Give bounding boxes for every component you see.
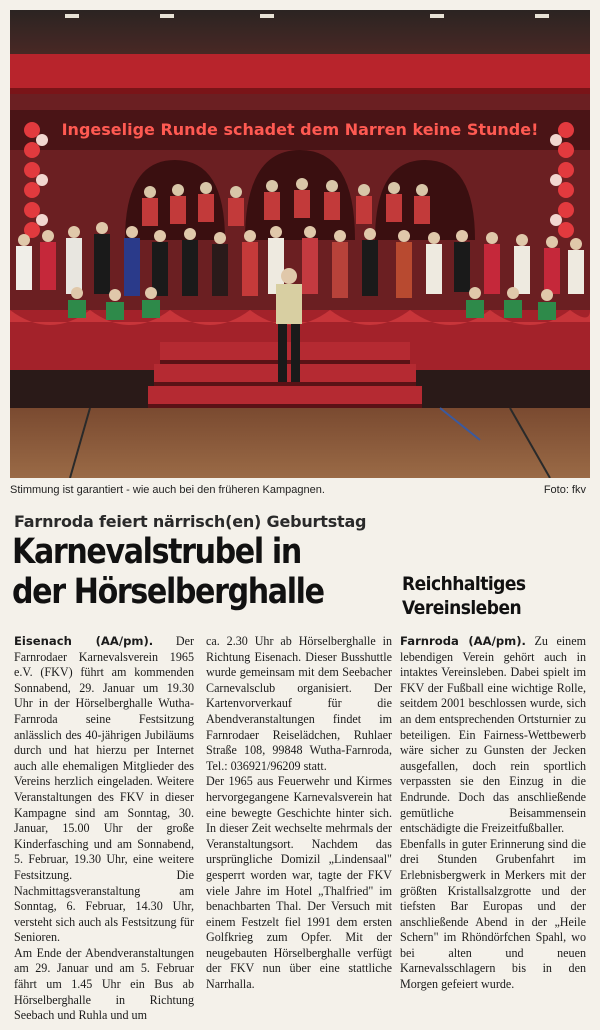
sidebar-headline-line-1: Reichhaltiges [402, 573, 526, 595]
article-column-2 [206, 634, 392, 993]
sidebar-paragraph [400, 634, 586, 837]
sidebar-paragraph: Ebenfalls in guter Erinnerung sind die drei Stunden Grubenfahrt im Erlebnisbergwerk in Merkers mit der größten Kristallsalzgrotte und der tiefsten Bar Europas und der anschließende Abend in der „Heile Schern" im Rhöndörfchen Spahl, wo bei alten und neuen Karnevalsschlagern bis in den Morgen gefeiert wurde. [400, 836, 586, 992]
article-dateline: Eisenach (AA/pm). [14, 634, 154, 648]
article-paragraph [14, 634, 194, 946]
sidebar-headline-line-2: Vereinsleben [402, 597, 522, 619]
headline-line-1: Karnevalstrubel in [12, 532, 301, 572]
banner-text: Ingeselige Runde schadet dem Narren keine Stunde! [61, 120, 539, 139]
article-kicker: Farnroda feiert närrisch(en) Geburtstag [14, 512, 367, 531]
sidebar-dateline: Farnroda (AA/pm). [400, 634, 526, 648]
article-text: Der Farnrodaer Karnevalsverein 1965 e.V. (FKV) führt am kommenden Sonnabend, 29. Januar um 19.30 Uhr in der Hörselberghalle Wutha-Farnroda seine Festsitzung anlässlich des 40-jährigen Jubiläums durch und hat hierzu per Internet auch alle ehemaligen Mitglieder des Vereins herzlich eingeladen. Weitere Veranstaltungen des FKV in dieser Kampagne sind am Sonntag, 30. Januar, 15.00 Uhr der große Kinderfasching und am Sonnabend, 5. Februar, 19.30 Uhr, eine weitere Festsitzung. Die Nachmittagsveranstaltung am Sonntag, 6. Februar, 14.30 Uhr, versteht sich auch als Festsitzung für Senioren. [14, 634, 194, 945]
sidebar-column [400, 634, 586, 993]
sidebar-headline [402, 572, 573, 620]
article-paragraph: Am Ende der Abendveranstaltungen am 29. Januar und am 5. Februar fährt um 1.45 Uhr ein Bus ab Hörselberghalle in Richtung Seebach und Ruhla und um [14, 945, 194, 1023]
article-headline [12, 532, 339, 612]
photo-credit: Foto: fkv [543, 484, 586, 496]
article-column-1 [14, 634, 194, 1024]
article-paragraph: ca. 2.30 Uhr ab Hörselberghalle in Richtung Eisenach. Dieser Busshuttle wurde gemeinsam mit dem Seebacher Carnevalsclub organisiert. Der Kartenvorverkauf für die Abendveranstaltungen findet im Farnrodaer Reiselädchen, Ruhlaer Straße 108, 99848 Wutha-Farnroda, Tel.: 036921/96209 statt. [206, 634, 392, 773]
photo-caption: Stimmung ist garantiert - wie auch bei den früheren Kampagnen. [10, 484, 325, 496]
headline-line-2: der Hörselberghalle [12, 572, 324, 612]
article-paragraph: Der 1965 aus Feuerwehr und Kirmes hervorgegangene Karnevalsverein hat eine bewegte Geschichte hinter sich. In dieser Zeit wechselte mehrmals der Veranstaltungsort. Nachdem das ursprüngliche Domizil „Lindensaal" gesperrt worden war, tagte der FKV viele Jahre im Hotel „Thalfried" im benachbarten Thal. Der Versuch mit einem Festzelt fiel 1991 dem ersten Golfkrieg zum Opfer. Mit der neugebauten Hörselberghalle verfügt der FKV nun über eine stattliche Narrhalla. [206, 774, 392, 992]
photo-caption-bar [10, 484, 590, 500]
stage-photo [10, 10, 590, 478]
stage-illustration [10, 10, 590, 478]
sidebar-text: Zu einem lebendigen Verein gehört auch in intaktes Vereinsleben. Dabei spielt im FKV der Fußball eine wichtige Rolle, seitdem 2001 beschlossen wurde, sich an dem entsprechenden Ortsturnier zu beteiligen. Ein Fairness-Wettbewerb wäre sicher zu Gunsten der Jecken ausgefallen, doch rein sportlich verpassten sie den Einzug in die Endrunde. Doch das anschließende gemütliche Beisammensein entschädigte die Freizeitfußballer. [400, 634, 586, 836]
